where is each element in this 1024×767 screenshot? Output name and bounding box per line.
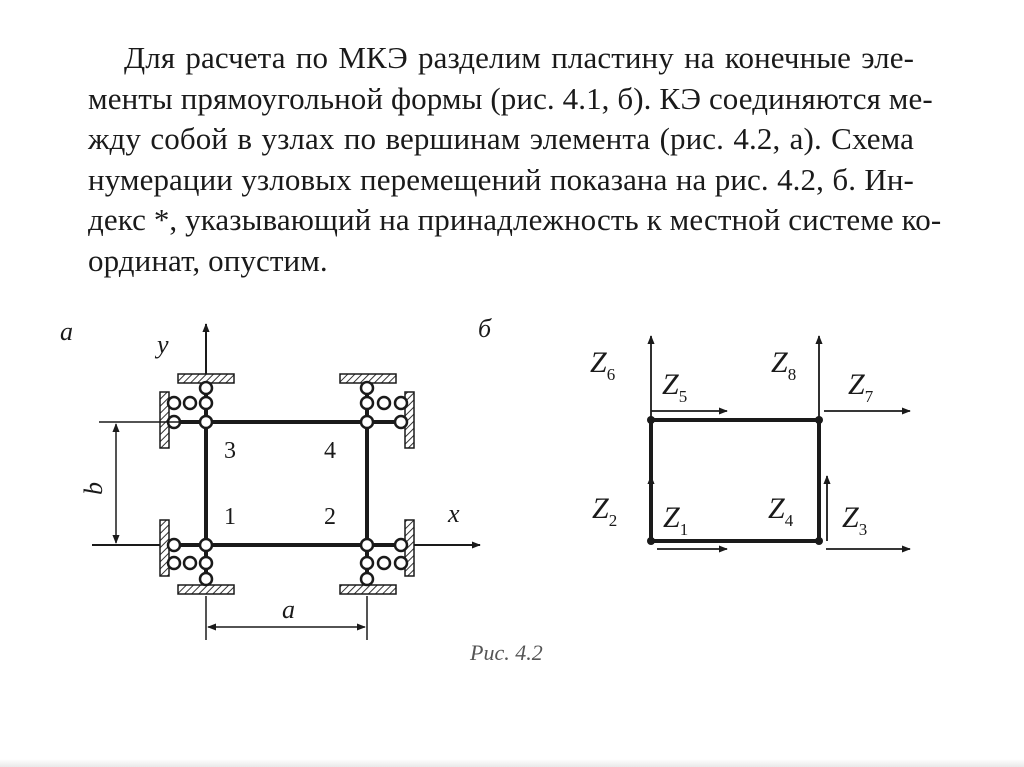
- hinges: [168, 382, 407, 585]
- panel-b-label: б: [478, 314, 492, 343]
- node-label-4: 4: [324, 438, 336, 464]
- text-line-2: менты прямоугольной формы (рис. 4.1, б). КЭ соединяются ме-: [88, 80, 933, 116]
- figure-caption: Рис. 4.2: [470, 640, 543, 665]
- text-line-4: нумерации узловых перемещений показана на рис. 4.2, б. Ин-: [88, 161, 914, 197]
- ground-hatching: [160, 374, 414, 594]
- dimension-b-label: b: [79, 482, 108, 495]
- z3-label: $Z_3$: [842, 501, 868, 539]
- node-label-2: 2: [324, 504, 336, 530]
- z7-label: $Z_7$: [848, 368, 874, 406]
- node-label-3: 3: [224, 438, 236, 464]
- z5-label: $Z_5$: [662, 368, 688, 406]
- y-axis-label: y: [157, 330, 169, 359]
- text-line-1: Для расчета по МКЭ разделим пластину на конечные эле-: [124, 40, 914, 75]
- panel-b: [478, 314, 910, 549]
- text-line-5: декс *, указывающий на принадлежность к местной системе ко-: [88, 202, 942, 237]
- panel-a: [60, 317, 480, 640]
- z6-label: $Z_6$: [590, 346, 616, 384]
- z8-label: $Z_8$: [771, 346, 797, 384]
- dimension-b: [99, 422, 200, 543]
- x-axis-label: x: [448, 499, 460, 528]
- panel-a-label: а: [60, 317, 73, 346]
- text-line-3: жду собой в узлах по вершинам элемента (рис. 4.2, а). Схема: [88, 121, 914, 156]
- dimension-a-label: a: [282, 595, 295, 624]
- z1-label: $Z_1$: [663, 501, 689, 539]
- node-label-1: 1: [224, 504, 236, 530]
- z2-label: $Z_2$: [592, 492, 618, 530]
- slide-bottom-edge: [0, 759, 1024, 767]
- z4-label: $Z_4$: [768, 492, 794, 530]
- text-line-6: ординат, опустим.: [88, 242, 328, 278]
